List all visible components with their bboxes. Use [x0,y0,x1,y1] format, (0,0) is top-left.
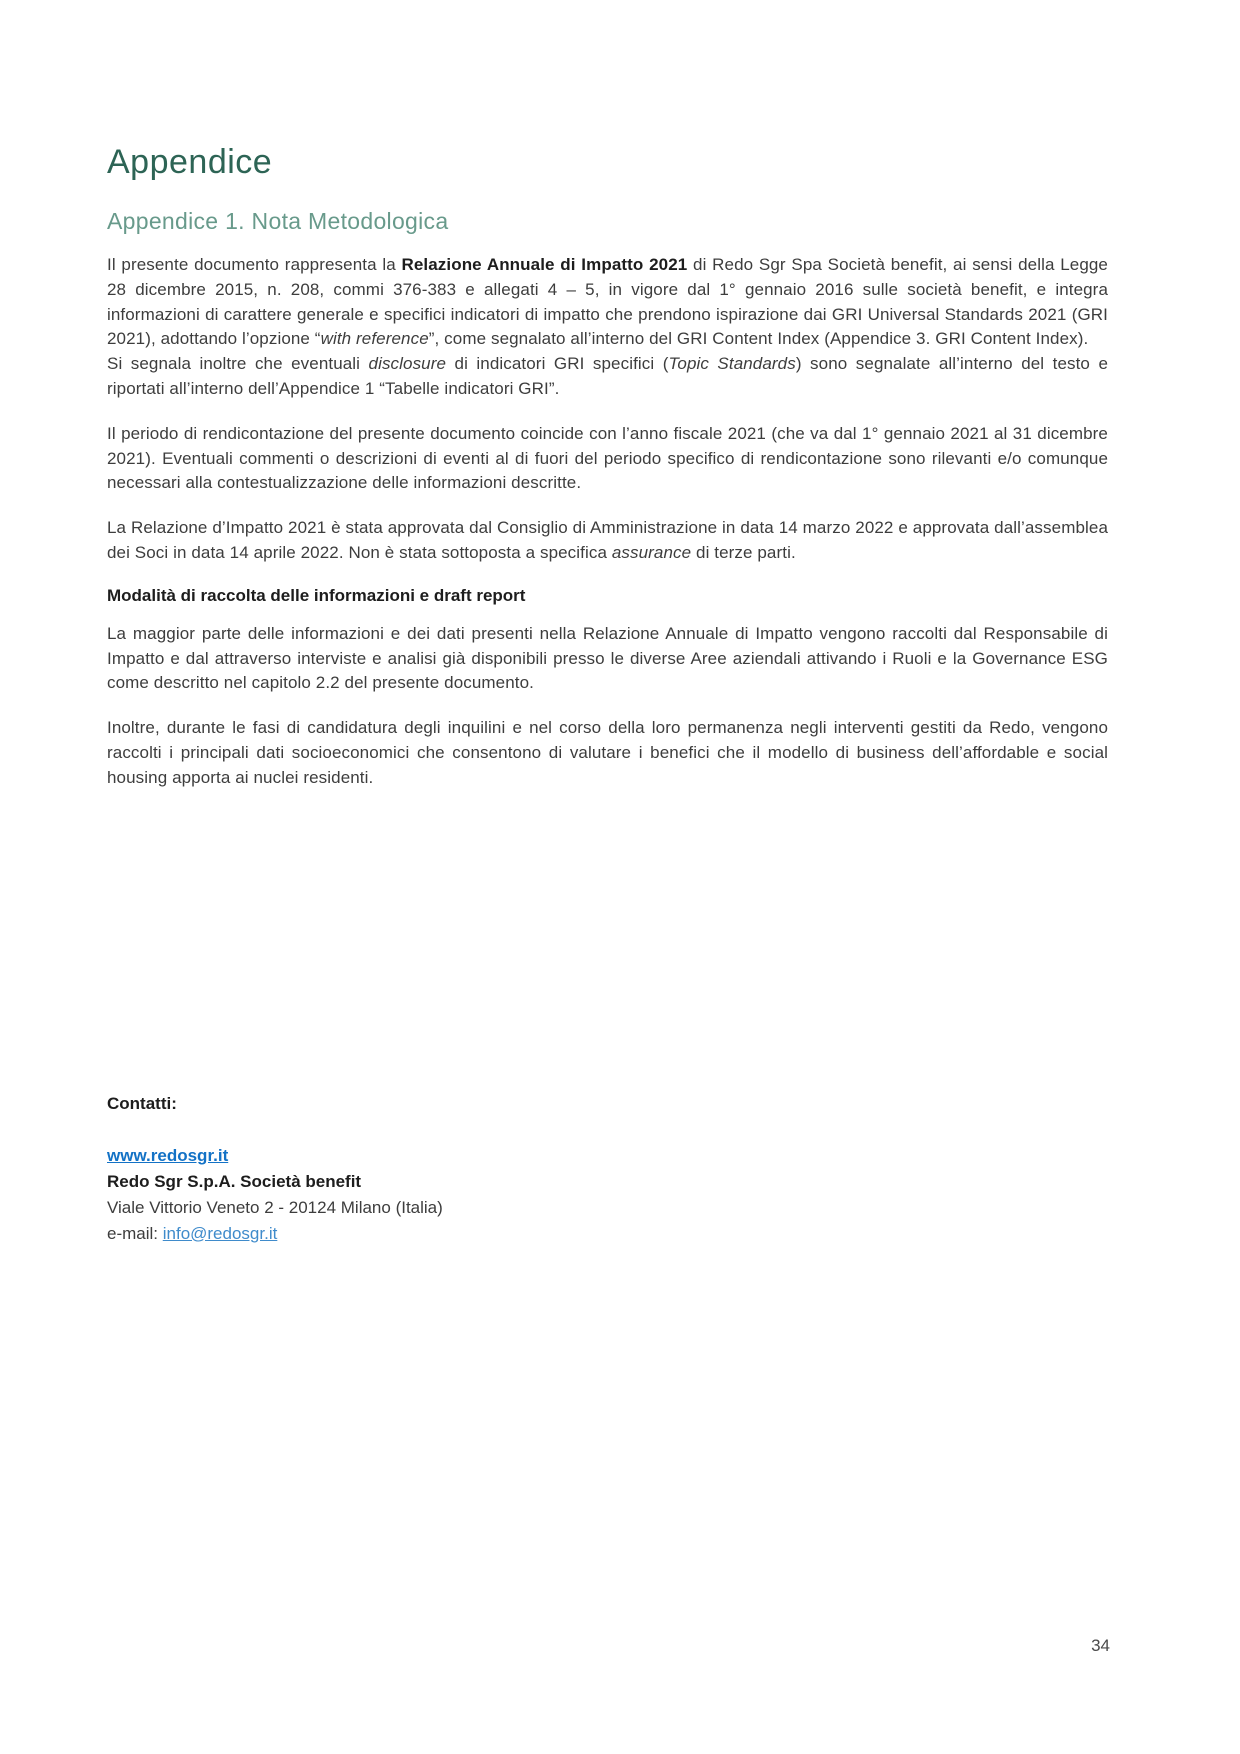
paragraph-disclosure-note: Si segnala inoltre che eventuali disclosure di indicatori GRI specifici (Topic Standards) sono segnalate all’interno del testo e riportati all’interno dell’Appendice 1 “Tabelle indicatori GRI”. [107,354,1109,398]
intro-paragraph-group [107,253,1108,402]
paragraph-tenant-data: Inoltre, durante le fasi di candidatura degli inquilini e nel corso della loro permanenza negli interventi gestiti da Redo, vengono raccolti i principali dati socioeconomici che consentono di valutare i benefici che il modello di business dell’affordable e social housing apporta ai nuclei residenti. [107,718,1108,787]
contacts-section [107,1091,1108,1247]
email-link[interactable]: info@redosgr.it [162,1223,278,1243]
page-number: 34 [1091,1636,1110,1655]
website-link[interactable]: www.redosgr.it [107,1145,229,1165]
paragraph-approval: La Relazione d’Impatto 2021 è stata approvata dal Consiglio di Amministrazione in data 14 marzo 2022 e approvata dall’assemblea dei Soci in data 14 aprile 2022. Non è stata sottoposta a specifica assurance di terze parti. [107,518,1108,562]
company-name: Redo Sgr S.p.A. Società benefit [107,1171,362,1191]
page-title: Appendice [107,143,273,181]
website-line [107,1143,1108,1169]
paragraph-data-collection: La maggior parte delle informazioni e dei dati presenti nella Relazione Annuale di Impatto vengono raccolti dal Responsabile di Impatto e dal attraverso interviste e analisi già disponibili presso le diverse Aree aziendali attivando i Ruoli e la Governance ESG come descritto nel capitolo 2.2 del presente documento. [107,623,1108,693]
email-line [107,1221,1108,1247]
contacts-heading: Contatti: [107,1093,177,1113]
section-subtitle: Appendice 1. Nota Metodologica [107,208,449,234]
paragraph-intro: Il presente documento rappresenta la Relazione Annuale di Impatto 2021 di Redo Sgr Spa Società benefit, ai sensi della Legge 28 dicembre 2015, n. 208, commi 376-383 e allegati 4 – 5, in vigore dal 1° gennaio 2016 sulle società benefit, e integra informazioni di carattere generale e specifici indicatori di impatto che prendono ispirazione dai GRI Universal Standards 2021 (GRI 2021), adottando l’opzione “with reference”, come segnalato all’interno del GRI Content Index (Appendice 3. GRI Content Index). [107,255,1108,349]
subsection-heading: Modalità di raccolta delle informazioni e draft report [107,585,526,605]
spacer [107,1117,1108,1143]
email-label: e-mail: [107,1223,163,1243]
paragraph-reporting-period: Il periodo di rendicontazione del presente documento coincide con l’anno fiscale 2021 (che va dal 1° gennaio 2021 al 31 dicembre 2021). Eventuali commenti o descrizioni di eventi al di fuori del periodo specifico di rendicontazione sono rilevanti e/o comunque necessari alla contestualizzazione delle informazioni descritte. [107,423,1108,493]
company-address: Viale Vittorio Veneto 2 - 20124 Milano (Italia) [107,1197,443,1217]
